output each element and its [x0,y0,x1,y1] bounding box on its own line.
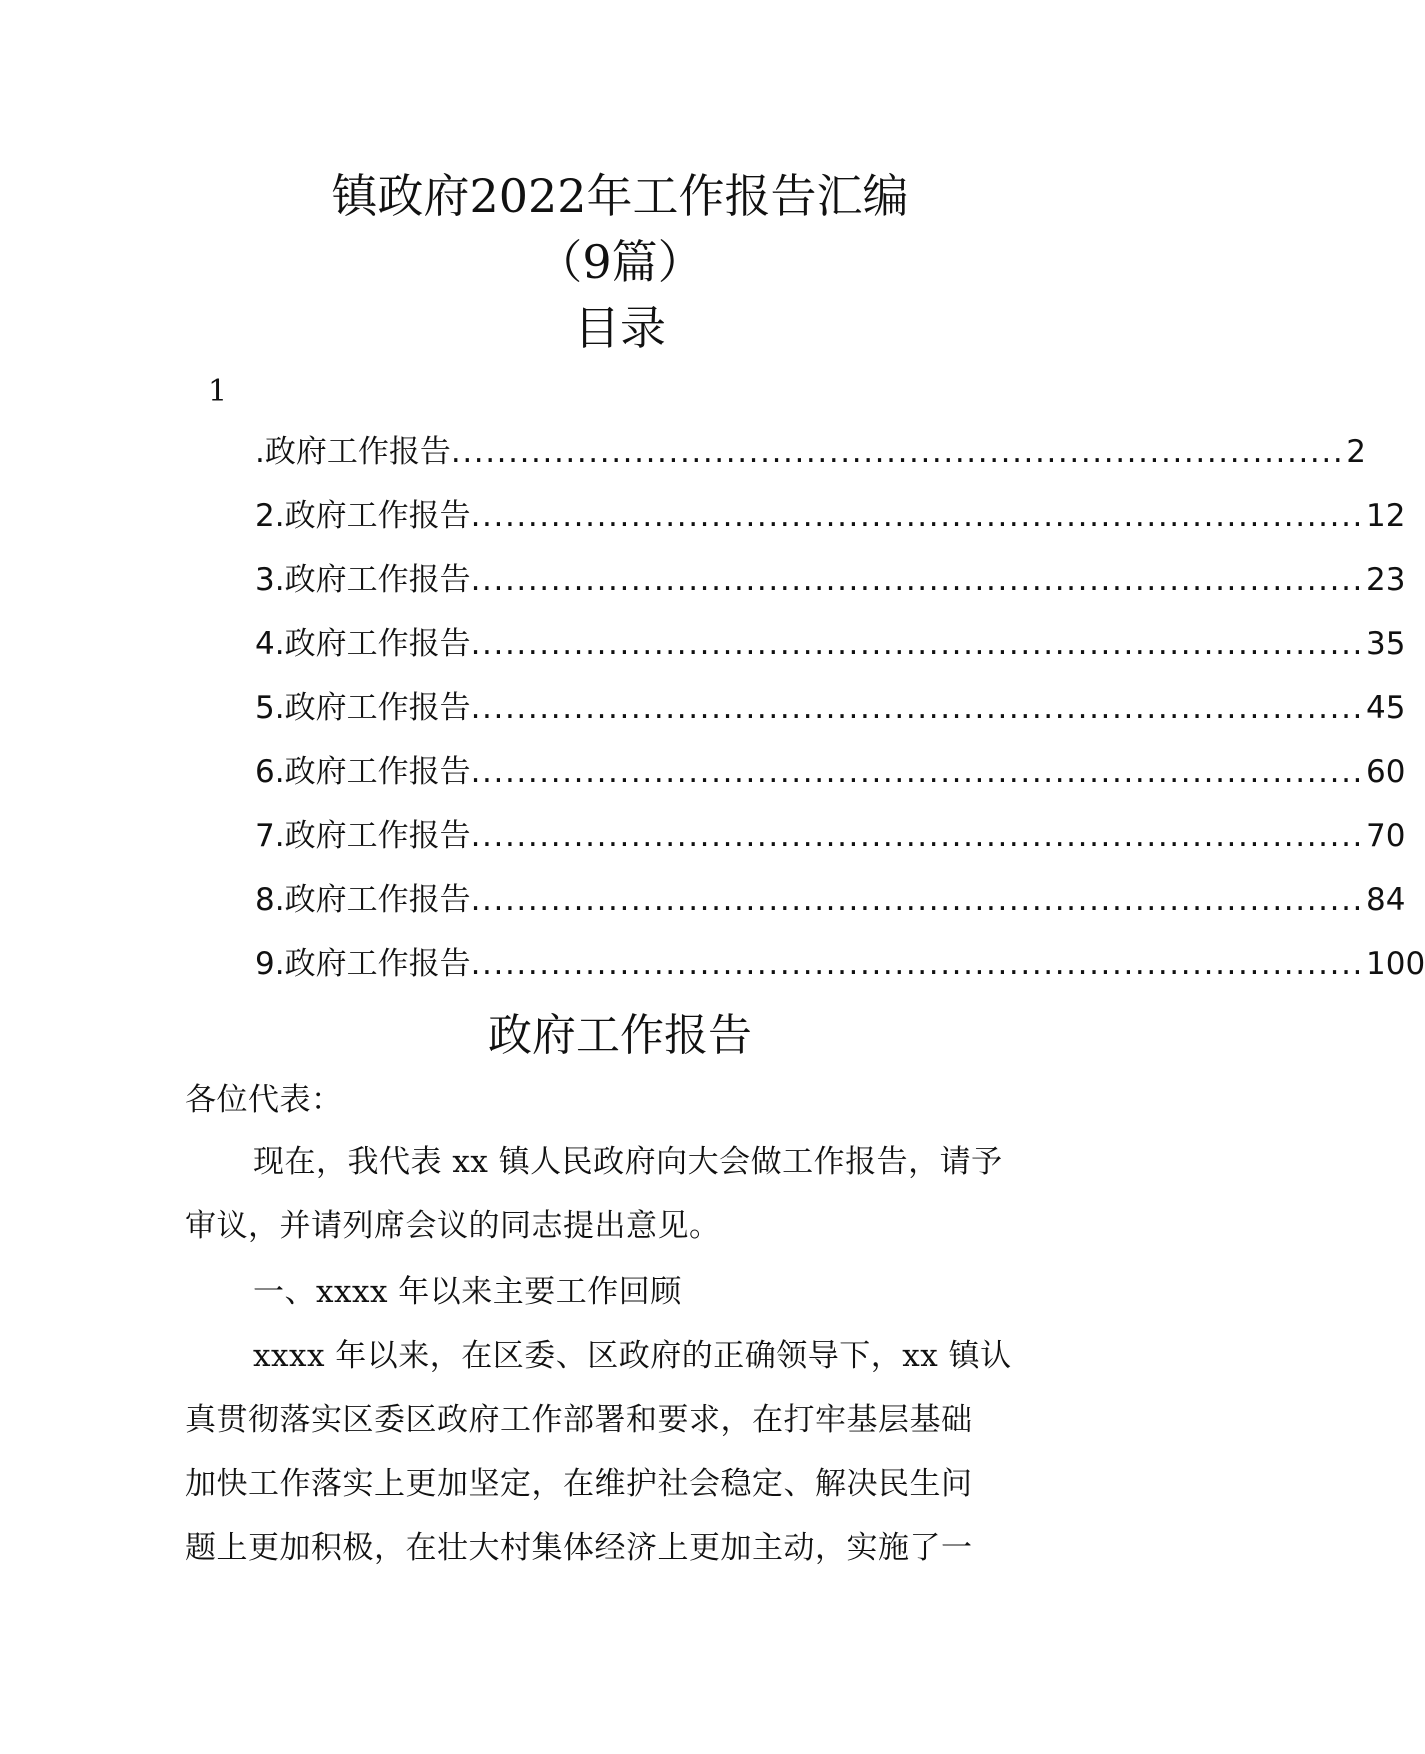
toc-leader-dots: .............................................................................. [470,690,1364,726]
text-run: 年以来，在区委、区政府的正确领导下， [335,1338,903,1374]
toc-entry-page: 12 [1366,498,1406,534]
text-run: 镇人民政府向大会做工作报告，请予 [498,1144,1003,1180]
toc-leader-dots: .............................................................................. [470,818,1364,854]
toc-entry-label: 8.政府工作报告 [255,882,471,918]
toc-entry-label: 9.政府工作报告 [255,946,471,982]
toc-entry-label: 4.政府工作报告 [255,626,471,662]
text-run: xxxx [253,1338,325,1374]
toc-entry-page: 45 [1366,690,1406,726]
paragraph-line: 审议，并请列席会议的同志提出意见。 [185,1208,721,1244]
toc-entry-page: 70 [1366,818,1406,854]
paragraph-review [185,1324,1047,1580]
section-heading-1 [185,1260,1047,1324]
text-run: xx [452,1144,489,1180]
toc-leader-dots: .............................................................................. [470,946,1364,982]
toc-leader-dots: .............................................................................. [470,626,1364,662]
toc-entry-9[interactable] [255,942,1425,986]
toc-leader-dots: .............................................................................. [450,434,1345,470]
toc-entry-3[interactable] [255,558,1406,602]
toc-entry-label: 2.政府工作报告 [255,498,471,534]
text-run: 现在，我代表 [253,1144,442,1180]
text-run: xxxx [316,1274,388,1310]
heading-line [185,1260,1047,1324]
toc-entry-1[interactable] [255,430,1367,474]
paragraph-line: 加快工作落实上更加坚定，在维护社会稳定、解决民生问 [185,1466,973,1502]
toc-entry-7[interactable] [255,814,1406,858]
salutation-text: 各位代表： [185,1082,343,1118]
toc-entry-label: 7.政府工作报告 [255,818,471,854]
toc-entry-label: 3.政府工作报告 [255,562,471,598]
toc-entry-label: 5.政府工作报告 [255,690,471,726]
title-suffix: 年工作报告汇编 [586,169,909,223]
toc-entry-2[interactable] [255,494,1406,538]
text-run: 年以来主要工作回顾 [398,1274,682,1310]
toc-heading: 目录 [574,301,666,355]
toc-leader-dots: .............................................................................. [470,754,1364,790]
toc-entry-6[interactable] [255,750,1406,794]
toc-entry-4[interactable] [255,622,1406,666]
toc-leader-dots: .............................................................................. [470,562,1364,598]
toc-entry-page: 100 [1366,946,1425,982]
paragraph-line [185,1130,1047,1194]
toc-entry-page: 84 [1366,882,1406,918]
subtitle-close: 篇） [611,235,704,289]
salutation [185,1068,1047,1132]
subtitle-count: 9 [582,235,612,289]
toc-stray-number: 1 [208,374,228,409]
paragraph-opening [185,1130,1047,1258]
toc-entry-8[interactable] [255,878,1406,922]
toc-entry-label: 6.政府工作报告 [255,754,471,790]
toc-entry-page: 2 [1346,434,1367,470]
toc-entry-5[interactable] [255,686,1406,730]
section-title: 政府工作报告 [488,1010,752,1061]
toc-entry-page: 35 [1366,626,1406,662]
text-run: xx [902,1338,939,1374]
paragraph-line: 真贯彻落实区委区政府工作部署和要求，在打牢基层基础 [185,1402,973,1438]
paragraph-line: 题上更加积极，在壮大村集体经济上更加主动，实施了一 [185,1530,973,1566]
toc-entry-label: .政府工作报告 [255,434,451,470]
toc-leader-dots: .............................................................................. [470,498,1364,534]
toc-entry-page: 23 [1366,562,1406,598]
text-run: 一、 [253,1274,316,1310]
toc-leader-dots: .............................................................................. [470,882,1364,918]
toc-entry-page: 60 [1366,754,1406,790]
title-prefix: 镇政府 [331,169,470,223]
title-year: 2022 [469,169,587,223]
text-run: 镇认 [948,1338,1012,1374]
paragraph-line [185,1324,1047,1388]
subtitle-open: （ [536,235,583,289]
